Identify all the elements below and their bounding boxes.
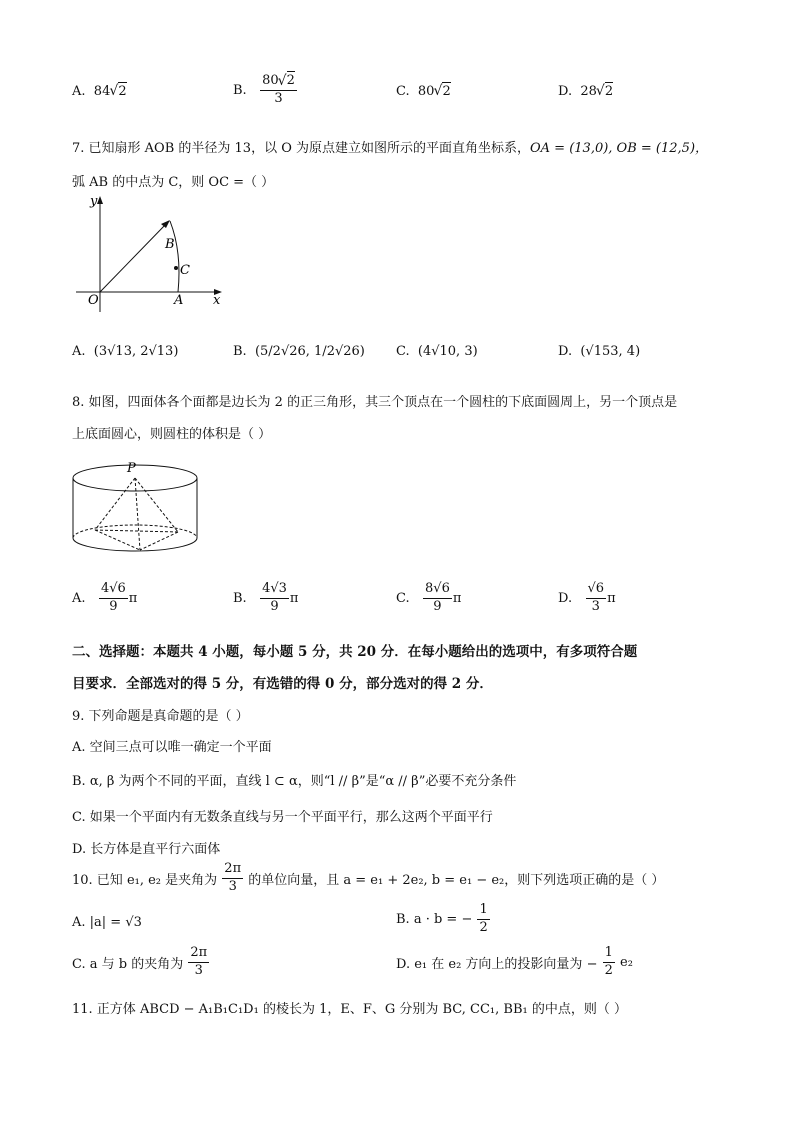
q7-stem-line2: 弧 AB 的中点为 C，则 OC =（ ） [72, 175, 275, 190]
label-p: P [127, 461, 136, 476]
q8-option-a: A. $\frac{4√6}{9}$ π [72, 581, 138, 614]
edge-base-3 [140, 532, 178, 550]
q8-stem-line2: 上底面圆心，则圆柱的体积是（ ） [72, 427, 272, 442]
segment-ob [100, 223, 167, 292]
edge-p-3 [135, 478, 140, 550]
q6-option-b: B. $\frac{80√ 2}{3}$ [233, 74, 298, 107]
q6-option-d: D. 28√ 2 [558, 84, 613, 99]
q6-option-a: A. 84√ 2 [72, 84, 127, 99]
q8-option-d: D. $\frac{√6}{3}$ π [558, 581, 616, 614]
cylinder-bottom-front [73, 538, 197, 551]
label-y: y [90, 194, 98, 209]
label-x: x [213, 293, 221, 308]
q7-stem-line1: 7. 已知扇形 AOB 的半径为 13，以 O 为原点建立如图所示的平面直角坐标系，OA = (13,0), OB = (12,5)， [72, 141, 709, 156]
cylinder-bottom-back [73, 525, 197, 538]
edge-p-1 [95, 478, 135, 530]
label-o: O [88, 293, 99, 308]
q8-figure [70, 458, 210, 568]
label-b: B [165, 237, 175, 252]
q8-option-c: C. $\frac{8√6}{9}$ π [396, 581, 462, 614]
q10-option-a: A. |a| = √3 [72, 915, 142, 930]
y-axis-arrow [97, 196, 103, 204]
q9-option-b: B. α, β 为两个不同的平面，直线 l ⊂ α，则“l // β”是“α // β”必要不充分条件 [72, 774, 517, 789]
edge-base-1 [95, 530, 178, 532]
point-c [174, 266, 178, 270]
label-a: A [174, 293, 184, 308]
q8-option-b: B. $\frac{4√3}{9}$ π [233, 581, 299, 614]
section2-heading-line1: 二、选择题：本题共 4 小题，每小题 5 分，共 20 分．在每小题给出的选项中，有多项符合题 [72, 644, 638, 660]
label-c: C [180, 263, 190, 278]
q10-stem: 10. 已知 e₁, e₂ 是夹角为 $\frac{2\pi}{3}$ 的单位向量，且 a = e₁ + 2e₂, b = e₁ − e₂，则下列选项正确的是（ ） [72, 861, 665, 894]
q8-stem-line1: 8. 如图，四面体各个面都是边长为 2 的正三角形，其三个顶点在一个圆柱的下底面圆周上，另一个顶点是 [72, 395, 678, 410]
q9-option-c: C. 如果一个平面内有无数条直线与另一个平面平行，那么这两个平面平行 [72, 810, 493, 825]
q10-option-d: D. e₁ 在 e₂ 方向上的投影向量为 − $\frac{1}{2}$ e₂ [396, 945, 633, 978]
arc-ab [170, 221, 179, 292]
q11-stem: 11. 正方体 ABCD − A₁B₁C₁D₁ 的棱长为 1，E、F、G 分别为 BC, CC₁, BB₁ 的中点，则（ ） [72, 1002, 627, 1017]
edge-p-2 [135, 478, 178, 532]
q7-option-a: A. (3√13, 2√13) [72, 344, 179, 359]
q7-option-b: B. (5/2√26, 1/2√26) [233, 344, 365, 359]
q10-option-c: C. a 与 b 的夹角为 $\frac{2\pi}{3}$ [72, 945, 208, 978]
q9-option-a: A. 空间三点可以唯一确定一个平面 [72, 740, 272, 755]
q7-figure [70, 192, 230, 322]
edge-base-2 [95, 530, 140, 550]
q6-option-c: C. 80√ 2 [396, 84, 451, 99]
q9-stem: 9. 下列命题是真命题的是（ ） [72, 709, 249, 724]
q9-option-d: D. 长方体是直平行六面体 [72, 842, 221, 857]
q7-option-d: D. (√153, 4) [558, 344, 641, 359]
q10-option-b: B. a · b = − $\frac{1}{2}$ [396, 902, 488, 935]
q7-option-c: C. (4√10, 3) [396, 344, 478, 359]
ob-arrow [161, 220, 170, 228]
section2-heading-line2: 目要求．全部选对的得 5 分，有选错的得 0 分，部分选对的得 2 分． [72, 676, 493, 692]
